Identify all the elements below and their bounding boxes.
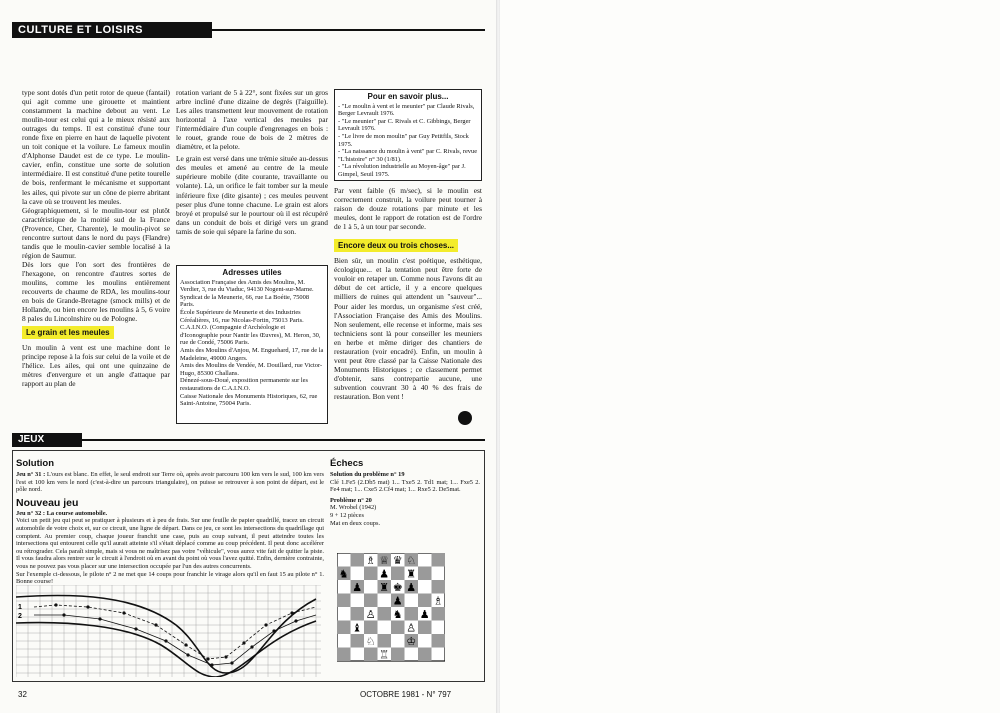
paragraph: Dès lors que l'on sort des frontières de l'hexagone, on rencontre d'autres sortes de moulins, comme les moulins entièrement recouverts de chaume de RDA, les moulins-tour en bois de Grande-Bretagne (smock mills) et de Hollande, ou bien encore les moulins à 5, 6 voire 8 pales du Lincolnshire ou de Pologne. bbox=[22, 259, 170, 324]
black-queen-icon: ♛ bbox=[392, 554, 403, 567]
subheading-encore: Encore deux ou trois choses... bbox=[334, 239, 458, 252]
pilot-1-label: 1 bbox=[18, 604, 22, 611]
paragraph: Un moulin à vent est une machine dont le principe repose à la fois sur celui de la voile et de l'hélice. Les ailes, qui ont une quinzaine de mètres d'envergure et un angle d'attaque par rapport au plan de bbox=[22, 343, 170, 389]
black-pawn-icon: ♟ bbox=[352, 581, 363, 594]
black-pawn-icon: ♟ bbox=[392, 594, 403, 608]
column-1 bbox=[22, 88, 170, 389]
black-knight-icon: ♞ bbox=[338, 567, 349, 581]
adresses-title: Adresses utiles bbox=[222, 268, 282, 277]
solution-label: Jeu n° 31 : bbox=[16, 471, 46, 478]
reference-line: - "Le livre de mon moulin" par Guy Petitfils, Stock 1975. bbox=[338, 132, 469, 148]
nouveau-label: Jeu n° 32 : La course automobile. bbox=[16, 509, 108, 517]
sol19-title: Solution du problème n° 19 bbox=[330, 471, 405, 478]
jeux-left bbox=[16, 456, 324, 586]
race-circuit-diagram bbox=[16, 585, 321, 677]
reference-line: - "Le meunier" par C. Rivals et C. Gibbings, Berger Levrault 1976. bbox=[338, 117, 471, 133]
paragraph: Géographiquement, si le moulin-tour est plutôt caractéristique de la moitié sud de la France (Provence, Cher, Charente), le moulin-pivot se rencontre surtout dans le nord du pays (Flandre) tandis que le moulin-cavier semble localisé à la région de Saumur. bbox=[22, 205, 170, 260]
paragraph: rotation variant de 5 à 22°, sont fixées sur un gros arbre incliné d'une dizaine de degrés (l'aiguille). Les ailes transmettent leur mouvement de rotation horizontal à l'axe vertical des meules par l'intermédiaire d'un couple d'engrenages en bois : le rouet, grande roue de bois de 2 mètres de diamètre, et la pelote. bbox=[176, 88, 328, 152]
black-knight-icon: ♞ bbox=[392, 608, 403, 621]
black-rook-icon: ♜ bbox=[379, 581, 390, 594]
jeux-rule bbox=[82, 439, 485, 441]
reference-line: - "La naissance du moulin à vent" par C. Rivals, revue "L'histoire" n° 30 (1/81). bbox=[338, 148, 478, 163]
pilot-2-path bbox=[34, 615, 316, 665]
prob20-pieces: 9 + 12 pièces bbox=[330, 511, 364, 519]
column-3 bbox=[334, 186, 482, 401]
white-pawn-icon: ♙ bbox=[406, 621, 417, 635]
paragraph: Bien sûr, un moulin c'est poétique, esthétique, écologique... et la tentation peut être forte de vouloir en retaper un. Comme nous l'avons dit au début de cet article, il y a encore quelques milliers de ruines qui attendent un "sauveur"... Pour aider les mordus, un organisme s'est créé, l'Association Française des Amis des Moulins. Non seulement, elle recense et informe, mais ses techniciens sont là pour conseiller les meuniers en herbe et même diriger des chantiers de restauration (voir encadré). Enfin, un moulin à vent peut être classé par la Caisse Nationale des Monuments Historiques ; ce classement permet d'obtenir, sans contrepartie aucune, une subvention couvrant 30 à 40 % des frais de restauration. Bon vent ! bbox=[334, 256, 482, 401]
white-pawn-icon: ♙ bbox=[365, 608, 376, 621]
white-queen-icon: ♕ bbox=[379, 554, 390, 567]
black-king-icon: ♚ bbox=[392, 581, 403, 594]
solution-paragraph bbox=[16, 471, 324, 494]
column-2 bbox=[176, 88, 328, 236]
black-pawn-icon: ♟ bbox=[419, 608, 430, 621]
black-pawn-icon: ♟ bbox=[406, 581, 417, 594]
jeux-header: JEUX bbox=[12, 433, 82, 447]
end-mark-icon bbox=[458, 411, 472, 425]
reference-line: - "Le moulin à vent et le meunier" par Claude Rivals, Berger Levrault 1976. bbox=[338, 102, 475, 118]
header-rule bbox=[212, 29, 485, 31]
white-bishop-icon: ♗ bbox=[433, 594, 444, 608]
address-line: Amis des Moulins d'Anjou, M. Enguehard, 17, rue de la Madeleine, 49000 Angers. bbox=[180, 346, 324, 362]
track-outer-edge bbox=[16, 595, 316, 673]
solution-text: L'ours est blanc. En effet, le seul endroit sur Terre où, après avoir parcouru 100 km vers le sud, 100 km vers l'est et 100 km vers le nord (c'est-à-dire un parcours triangulaire), on puisse se retrouver à son point de départ, est le pôle nord. bbox=[16, 471, 324, 494]
white-bishop-icon: ♗ bbox=[365, 554, 376, 567]
page-gutter bbox=[496, 0, 500, 713]
address-line: Caisse Nationale des Monuments Historiques, 62, rue Saint-Antoine, 75004 Paris. bbox=[180, 392, 318, 408]
solution-title: Solution bbox=[16, 458, 54, 469]
savoir-title: Pour en savoir plus... bbox=[367, 92, 449, 101]
white-king-icon: ♔ bbox=[406, 635, 417, 648]
address-line: École Supérieure de Meunerie et des Industries Céréalières, 16, rue Nicolas-Fortin, 75013 Paris. bbox=[180, 308, 304, 324]
address-line: Amis des Moulins de Vendée, M. Douillard, rue Victor-Hugo, 85300 Challans. bbox=[180, 362, 323, 377]
section-header: CULTURE ET LOISIRS bbox=[12, 22, 212, 38]
reference-line: - "La révolution industrielle au Moyen-âge" par J. Gimpel, Seuil 1975. bbox=[338, 163, 466, 178]
address-line: Dénezé-sous-Doué, exposition permanente sur les restaurations de C.A.I.N.O. bbox=[180, 377, 308, 392]
white-rook-icon: ♖ bbox=[379, 648, 390, 662]
paragraph: Par vent faible (6 m/sec), si le moulin est correctement construit, la voilure peut tourner à raison de douze rotations par minute et les meules, dont le rapport de rotation est de l'ordre de 1 à 5, à un tour par seconde. bbox=[334, 186, 482, 232]
black-pawn-icon: ♟ bbox=[379, 567, 390, 581]
address-line: Syndicat de la Meunerie, 66, rue La Boétie, 75008 Paris. bbox=[180, 293, 310, 309]
white-knight-icon: ♘ bbox=[365, 635, 376, 648]
address-line: Association Française des Amis des Moulins, M. Verdier, 3, rue du Viaduc, 94130 Nogent-sur-Marne. bbox=[180, 278, 314, 294]
pilot-2-label: 2 bbox=[18, 613, 22, 620]
address-line: C.A.I.N.O. (Compagnie d'Archéologie et d'Iconographie pour Nantir les Œuvres), M. Heron, 30, rue de Condé, 75006 Paris. bbox=[180, 324, 321, 347]
black-bishop-icon: ♝ bbox=[352, 621, 363, 635]
sol19-text: Clé 1.Fe5 (2.Db5 mat) 1... Txe5 2. Td1 mat; 1... Fxe5 2. Fe4 mat; 1... Cxe5 2.Cf4 mat; 1... Rxe5 2. De5mat. bbox=[330, 478, 480, 494]
issue-date: OCTOBRE 1981 - N° 797 bbox=[360, 690, 452, 699]
nouveau-title: Nouveau jeu bbox=[16, 496, 79, 509]
prob20-goal: Mat en deux coups. bbox=[330, 519, 381, 527]
adresses-box bbox=[176, 265, 328, 424]
white-knight-icon: ♘ bbox=[406, 554, 417, 567]
right-page bbox=[498, 0, 1000, 713]
nouveau-text: Voici un petit jeu qui peut se pratiquer à plusieurs et à peu de frais. Sur une feuille de papier quadrillé, tracez un circuit automobile de votre choix et, sur ce circuit, une ligne de départ. Dans ce jeu, ce sont les intersections du quadrillage qui comptent. Au premier coup, chaque joueur franchit une case, puis au coup suivant, il peut atteindre toutes les intersections qui entourent celle qu'il aurait atteinte s'il s'était déplacé comme au coup précédent. Il peut donc accélérer ou rétrograder. Cela paraît simple, mais si vous ne maîtrisez pas votre "véhicule", vous aurez vite fait de quitter la piste. Il vous faudra alors rentrer sur le circuit à l'endroit où en avant du point où vous l'avez quitté. Enfin, dernière contrainte, vous ne pouvez pas vous placer sur une intersection occupée par l'un des autres concurrents. bbox=[16, 517, 324, 570]
page-number: 32 bbox=[18, 690, 27, 699]
savoir-box bbox=[334, 89, 482, 181]
track-inner-edge bbox=[16, 623, 216, 677]
subheading-grain: Le grain et les meules bbox=[22, 326, 114, 339]
black-rook-icon: ♜ bbox=[406, 567, 417, 581]
jeux-right bbox=[330, 456, 480, 527]
nouveau-text-2: Sur l'exemple ci-dessous, le pilote n° 2 ne met que 14 coups pour franchir le virage alors qu'il en faut 15 au pilote n° 1. Bonne course! bbox=[16, 570, 324, 586]
chessboard-diagram bbox=[337, 553, 445, 673]
echecs-title: Échecs bbox=[330, 458, 364, 469]
prob20-title: Problème n° 20 bbox=[330, 496, 372, 504]
prob20-author: M. Wrobel (1942) bbox=[330, 504, 377, 512]
paragraph: Le grain est versé dans une trémie située au-dessus des meules et amené au centre de la meule supérieure mobile (dite courante, travaillante ou volante). Là, un orifice le fait tomber sur la meule inférieure fixe (dite gisante) ; ces meules peuvent peser plus d'une tonne chacune. Le grain est alors broyé et propulsé sur le pourtour où il est récupéré dans un conduit de bois et dirigé vers un grand tamis de soie qui sépare la farine du son. bbox=[176, 154, 328, 236]
paragraph: type sont dotés d'un petit rotor de queue (fantail) qui agit comme une girouette et maintient constamment la machine debout au vent. Le moulin-tour est celui qui a le mieux résisté aux outrages du temps. Il est constitué d'une tour ronde fixe en pierre en haut de laquelle pivotent un toit conique et la voilure. Le fameux moulin d'Alphonse Daudet est de ce type. Le moulin-cavier, enfin, constitue une sorte de solution intermédiaire. Il est constitué d'une petite tourelle de bois, renfermant le mécanisme et supportant les ailes, qui pivote sur un cône de pierre abritant la cave où se trouvent les meules. bbox=[22, 88, 170, 206]
